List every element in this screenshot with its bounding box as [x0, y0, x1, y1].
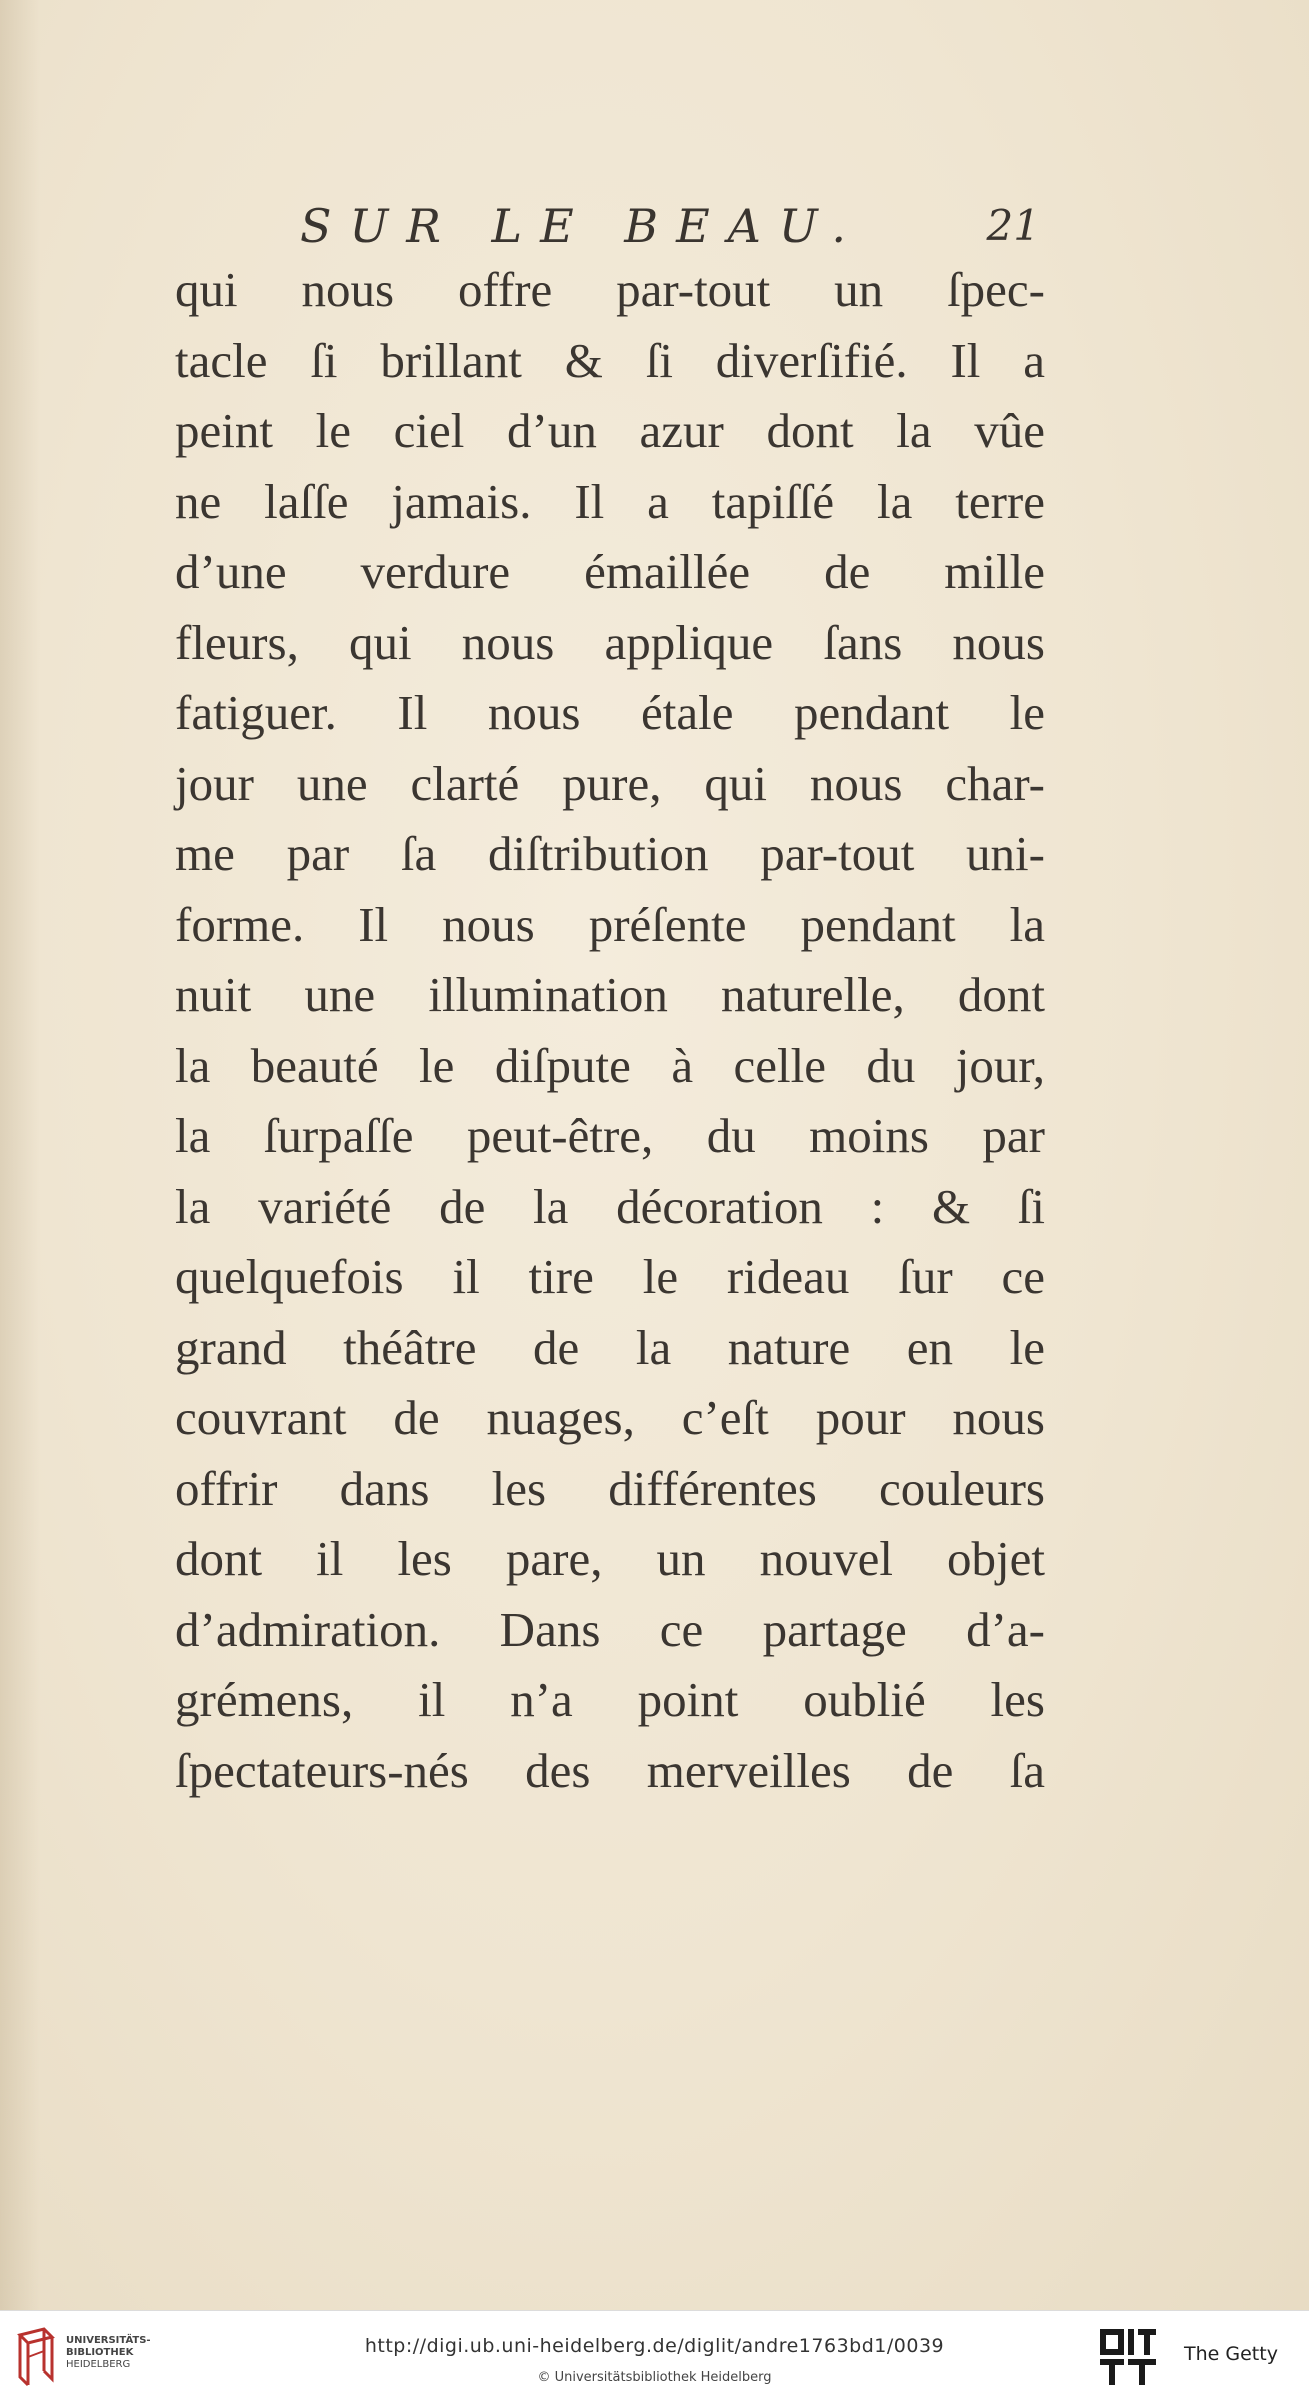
- permalink-url[interactable]: http://digi.ub.uni-heidelberg.de/diglit/andre1763bd1/0039: [364, 2335, 945, 2357]
- text-line: d’admiration. Dans ce partage d’a-: [175, 1601, 1045, 1657]
- running-head: [300, 198, 1040, 254]
- text-line: qui nous offre par-tout un ſpec-: [175, 262, 1045, 317]
- text-line: nuit une illumination naturelle, dont: [175, 967, 1045, 1022]
- library-name-line: BIBLIOTHEK: [66, 2347, 134, 2358]
- library-name-line: HEIDELBERG: [66, 2359, 131, 2370]
- text-line: jour une clarté pure, qui nous char-: [175, 755, 1045, 811]
- text-line: quelquefois il tire le rideau ſur ce: [175, 1249, 1045, 1304]
- text-line: la beauté le diſpute à celle du jour,: [175, 1037, 1045, 1093]
- text-line: dont il les pare, un nouvel objet: [175, 1531, 1045, 1586]
- text-line: forme. Il nous préſente pendant la: [175, 896, 1045, 952]
- text-line: peint le ciel d’un azur dont la vûe: [175, 403, 1045, 458]
- text-line: grémens, il n’a point oublié les: [175, 1672, 1045, 1727]
- copyright-notice: © Universitätsbibliothek Heidelberg: [537, 2370, 772, 2385]
- text-line: la ſurpaſſe peut-être, du moins par: [175, 1108, 1045, 1163]
- running-head-title: SUR LE BEAU.: [300, 199, 865, 253]
- text-line: fleurs, qui nous applique ſans nous: [175, 614, 1045, 670]
- text-line: grand théâtre de la nature en le: [175, 1319, 1045, 1375]
- getty-name: The Getty: [1184, 2343, 1278, 2365]
- footer-bar: [0, 2310, 1309, 2405]
- text-line: tacle ſi brillant & ſi diverſifié. Il a: [175, 332, 1045, 388]
- library-name-line: UNIVERSITÄTS-: [66, 2335, 151, 2346]
- page-gutter-shadow: [0, 0, 40, 2310]
- body-text: [175, 255, 1045, 1806]
- text-line: ne laſſe jamais. Il a tapiſſé la terre: [175, 473, 1045, 529]
- getty-logo-icon: [1098, 2327, 1158, 2389]
- text-line: d’une verdure émaillée de mille: [175, 544, 1045, 599]
- text-line: ſpectateurs-nés des merveilles de ſa: [175, 1742, 1045, 1798]
- text-line: me par ſa diſtribution par-tout uni-: [175, 826, 1045, 881]
- text-line: couvrant de nuages, c’eſt pour nous: [175, 1390, 1045, 1445]
- page-number: 21: [986, 201, 1040, 250]
- text-line: fatiguer. Il nous étale pendant le: [175, 685, 1045, 740]
- text-line: la variété de la décoration : & ſi: [175, 1178, 1045, 1234]
- text-line: offrir dans les différentes couleurs: [175, 1460, 1045, 1516]
